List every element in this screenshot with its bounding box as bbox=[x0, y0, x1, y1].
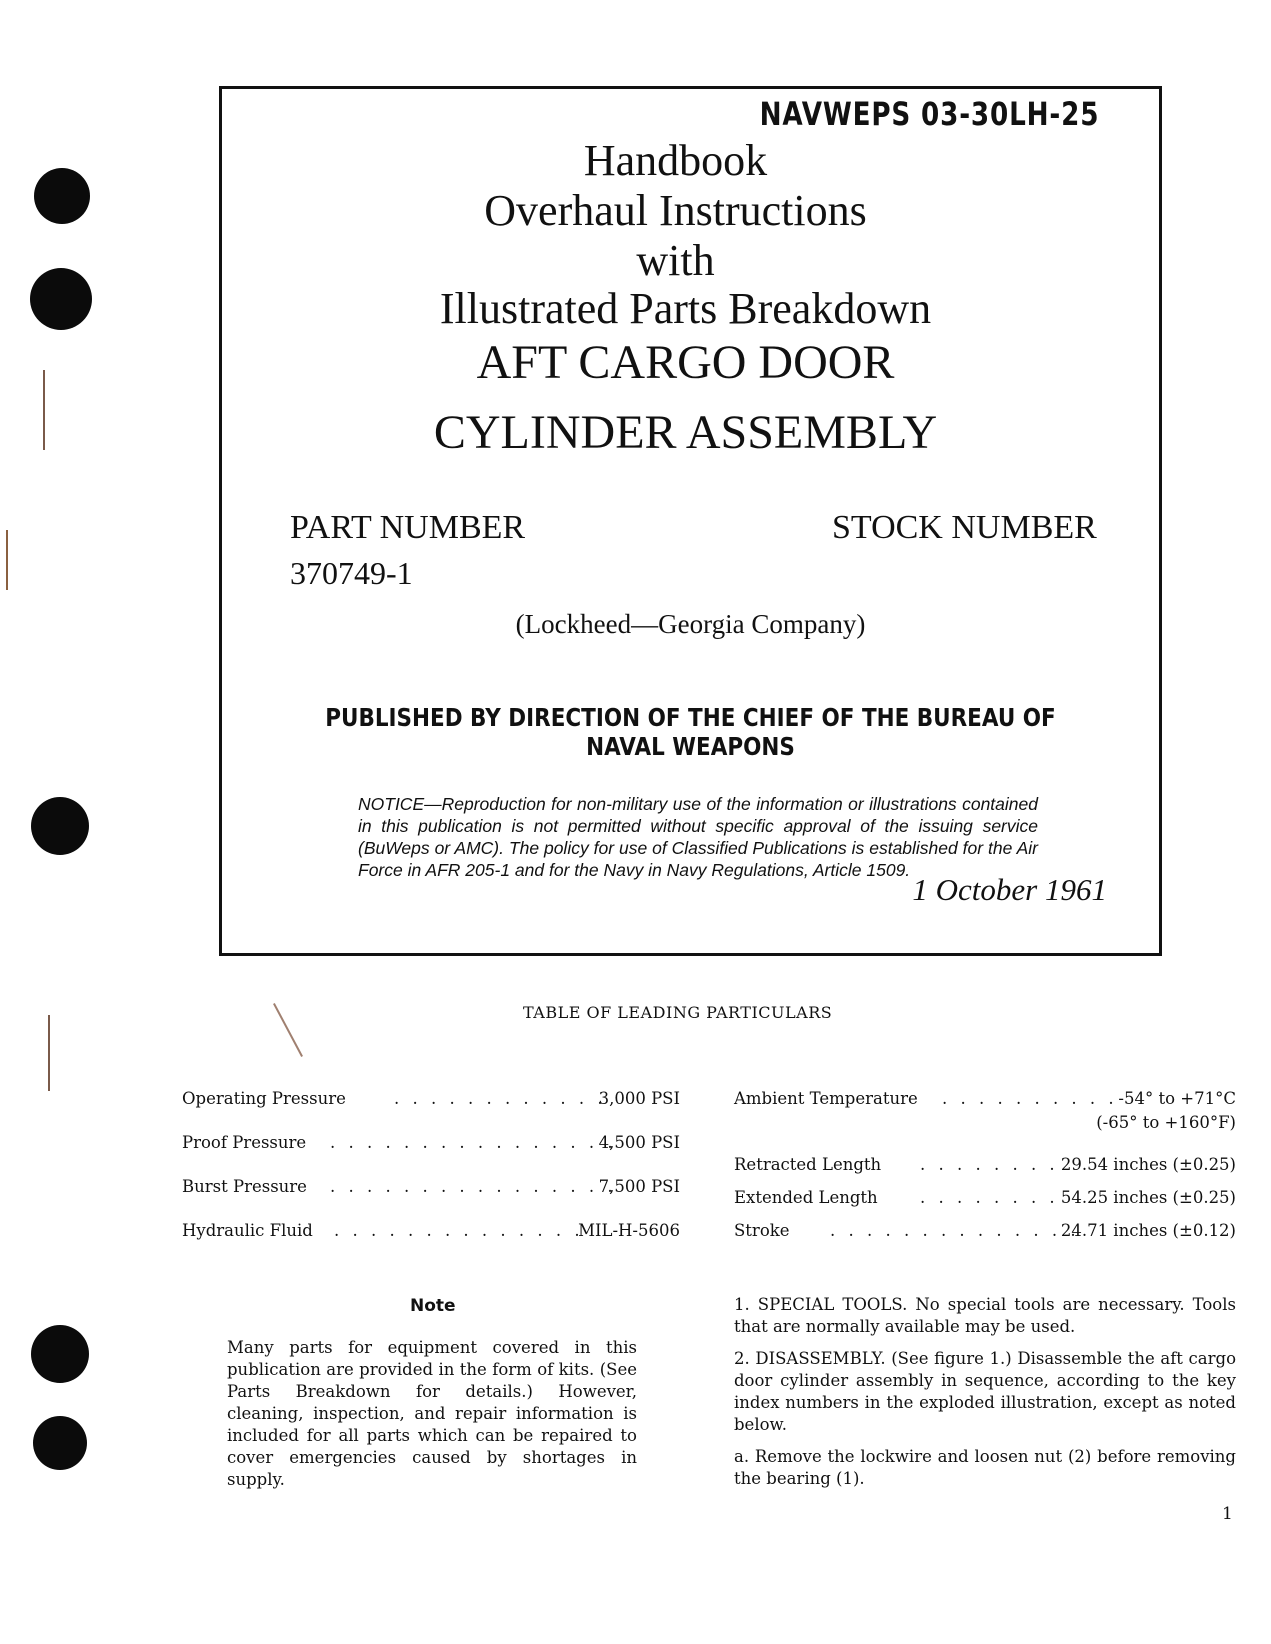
spec-label: Proof Pressure bbox=[182, 1133, 307, 1152]
title-with: with bbox=[636, 236, 715, 285]
spec-row bbox=[734, 1221, 1236, 1245]
spec-label: Retracted Length bbox=[734, 1155, 882, 1174]
spec-row bbox=[182, 1133, 680, 1157]
title-frame bbox=[219, 86, 1162, 956]
spec-label: Extended Length bbox=[734, 1188, 878, 1207]
spec-sub-value: (-65° to +160°F) bbox=[1096, 1113, 1236, 1132]
leader-dots: . . . . . . . . . . bbox=[942, 1089, 1118, 1108]
scan-mark bbox=[48, 1015, 50, 1091]
leading-particulars-title: TABLE OF LEADING PARTICULARS bbox=[523, 1003, 833, 1022]
spec-label: Stroke bbox=[734, 1221, 790, 1240]
title-ipb: Illustrated Parts Breakdown bbox=[439, 284, 932, 333]
title-cylinder-assembly: CYLINDER ASSEMBLY bbox=[433, 406, 938, 459]
page-number: 1 bbox=[1222, 1504, 1233, 1524]
spec-value: 4,500 PSI bbox=[598, 1133, 680, 1152]
binder-hole bbox=[34, 168, 90, 224]
leader-dots: . . . . . . . . . . . . bbox=[394, 1089, 607, 1108]
spec-row bbox=[734, 1089, 1236, 1113]
notice-text: NOTICE—Reproduction for non-military use of the information or illustrations contained in this publication is not permitted without specific approval of the issuing service (BuWeps or AMC). The policy for use of Classified Publications is established for the Air Force in AFR 205-1 and for the Navy in Navy Regulations, Article 1509. bbox=[358, 794, 1038, 880]
binder-hole bbox=[30, 268, 92, 330]
binder-hole bbox=[31, 1325, 89, 1383]
doc-number: NAVWEPS 03-30LH-25 bbox=[759, 95, 1099, 133]
spec-row bbox=[182, 1089, 680, 1113]
note-heading: Note bbox=[410, 1296, 456, 1316]
part-number-value: 370749-1 bbox=[290, 555, 413, 591]
title-aft-cargo-door: AFT CARGO DOOR bbox=[476, 336, 895, 389]
title-overhaul: Overhaul Instructions bbox=[484, 186, 867, 235]
spec-value: 54.25 inches (±0.25) bbox=[1060, 1188, 1236, 1207]
scan-mark bbox=[43, 370, 45, 450]
stock-number-label: STOCK NUMBER bbox=[832, 509, 1097, 546]
company-name: (Lockheed—Georgia Company) bbox=[515, 609, 866, 639]
spec-value: 24.71 inches (±0.12) bbox=[1060, 1221, 1236, 1240]
binder-hole bbox=[31, 797, 89, 855]
leader-dots: . . . . . . . . . . . . . . bbox=[830, 1221, 1080, 1240]
spec-row bbox=[182, 1221, 680, 1245]
spec-row bbox=[182, 1177, 680, 1201]
spec-value: 3,000 PSI bbox=[598, 1089, 680, 1108]
part-number-label: PART NUMBER bbox=[290, 509, 526, 546]
spec-row bbox=[734, 1188, 1236, 1212]
spec-label: Hydraulic Fluid bbox=[182, 1221, 313, 1240]
spec-label: Ambient Temperature bbox=[734, 1089, 918, 1108]
scan-mark bbox=[6, 530, 8, 590]
note-body: Many parts for equipment covered in this publication are provided in the form of kits. (See Parts Breakdown for details.) However, cleaning, inspection, and repair information is included for all parts which can be repaired to cover emergencies caused by shortages in supply. bbox=[227, 1338, 637, 1489]
scan-mark bbox=[273, 1003, 303, 1057]
paragraph-step-a: a. Remove the lockwire and loosen nut (2) before removing the bearing (1). bbox=[734, 1447, 1236, 1488]
spec-row bbox=[734, 1155, 1236, 1179]
leader-dots: . . . . . . . . . . . . . . bbox=[334, 1221, 584, 1240]
spec-value: -54° to +71°C bbox=[1118, 1089, 1236, 1108]
leader-dots: . . . . . . . . . . . . . . . . bbox=[330, 1177, 617, 1196]
title-handbook: Handbook bbox=[583, 136, 768, 185]
leader-dots: . . . . . . . . bbox=[920, 1188, 1059, 1207]
spec-value: 29.54 inches (±0.25) bbox=[1060, 1155, 1236, 1174]
published-by: PUBLISHED BY DIRECTION OF THE CHIEF OF THE BUREAU OF NAVAL WEAPONS bbox=[325, 703, 1056, 761]
binder-hole bbox=[33, 1416, 87, 1470]
spec-label: Operating Pressure bbox=[182, 1089, 346, 1108]
leader-dots: . . . . . . . . . . . . . . . . bbox=[330, 1133, 617, 1152]
publication-date: 1 October 1961 bbox=[912, 872, 1107, 907]
spec-label: Burst Pressure bbox=[182, 1177, 307, 1196]
spec-value: MIL-H-5606 bbox=[578, 1221, 680, 1240]
paragraph-disassembly: 2. DISASSEMBLY. (See figure 1.) Disassemble the aft cargo door cylinder assembly in sequence, according to the key index numbers in the exploded illustration, except as noted below. bbox=[734, 1349, 1236, 1434]
paragraph-special-tools: 1. SPECIAL TOOLS. No special tools are necessary. Tools that are normally available may be used. bbox=[734, 1295, 1236, 1336]
leader-dots: . . . . . . . . bbox=[920, 1155, 1059, 1174]
spec-value: 7,500 PSI bbox=[598, 1177, 680, 1196]
